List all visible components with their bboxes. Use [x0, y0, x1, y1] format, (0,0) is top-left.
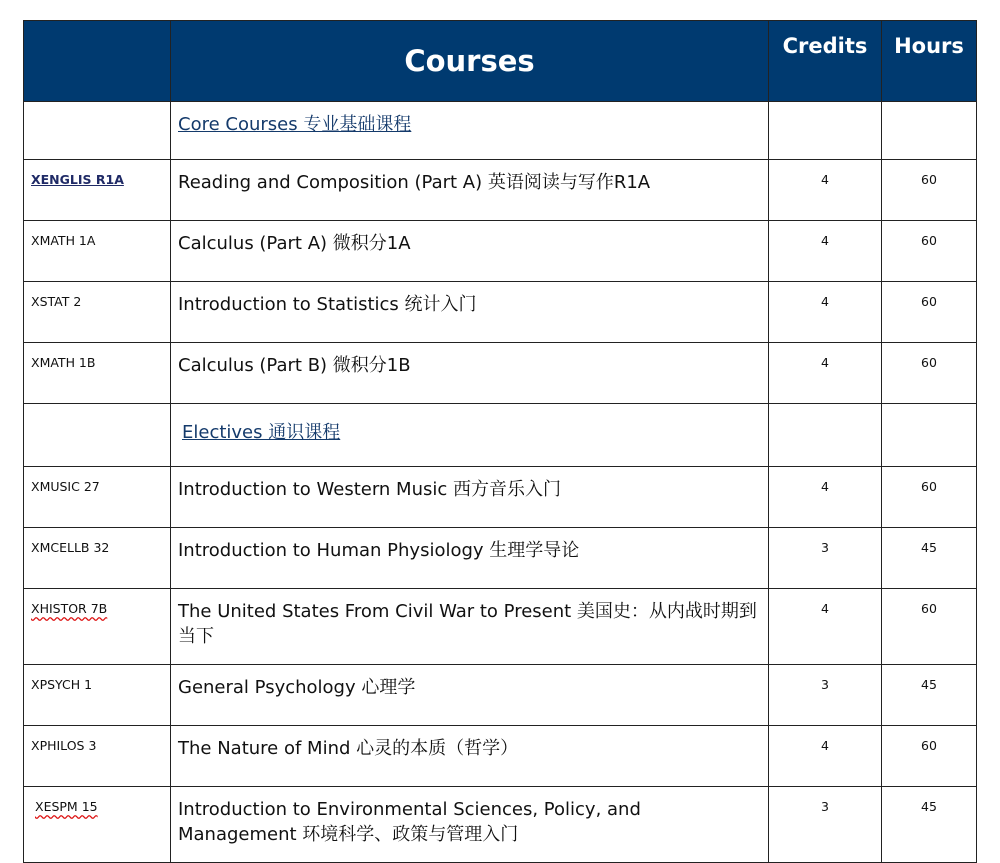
section-core-label: Core Courses 专业基础课程 — [178, 114, 412, 135]
section-blank-cell — [24, 404, 171, 467]
course-name: The United States From Civil War to Present 美国史：从内战时期到当下 — [171, 589, 769, 665]
header-blank-cell — [24, 21, 171, 102]
course-hours: 60 — [882, 221, 977, 282]
section-blank-cell — [882, 102, 977, 160]
course-name: Introduction to Western Music 西方音乐入门 — [171, 467, 769, 528]
course-name: Introduction to Human Physiology 生理学导论 — [171, 528, 769, 589]
course-code: XPSYCH 1 — [24, 665, 171, 726]
section-title-core — [171, 102, 769, 160]
section-blank-cell — [769, 102, 882, 160]
section-row-core — [24, 102, 977, 160]
course-code: XENGLIS R1A — [24, 160, 171, 221]
course-credits: 4 — [769, 467, 882, 528]
course-credits: 3 — [769, 528, 882, 589]
section-blank-cell — [769, 404, 882, 467]
table-row — [24, 343, 977, 404]
section-blank-cell — [882, 404, 977, 467]
table-row — [24, 665, 977, 726]
header-hours: Hours — [882, 21, 977, 102]
table-row — [24, 160, 977, 221]
course-name: Calculus (Part B) 微积分1B — [171, 343, 769, 404]
course-credits: 4 — [769, 282, 882, 343]
table-row — [24, 787, 977, 863]
course-hours: 60 — [882, 589, 977, 665]
course-credits: 4 — [769, 221, 882, 282]
course-code: XESPM 15 — [24, 787, 171, 863]
course-credits: 4 — [769, 589, 882, 665]
table-row — [24, 282, 977, 343]
course-code: XPHILOS 3 — [24, 726, 171, 787]
course-name: Reading and Composition (Part A) 英语阅读与写作R1A — [171, 160, 769, 221]
table-row — [24, 467, 977, 528]
course-hours: 60 — [882, 343, 977, 404]
table-row — [24, 221, 977, 282]
course-code: XHISTOR 7B — [24, 589, 171, 665]
header-courses: Courses — [171, 21, 769, 102]
section-blank-cell — [24, 102, 171, 160]
courses-table — [23, 20, 977, 863]
header-credits: Credits — [769, 21, 882, 102]
course-credits: 4 — [769, 343, 882, 404]
section-row-electives — [24, 404, 977, 467]
table-row — [24, 726, 977, 787]
course-name: Introduction to Statistics 统计入门 — [171, 282, 769, 343]
table-row — [24, 589, 977, 665]
course-credits: 4 — [769, 726, 882, 787]
course-hours: 60 — [882, 467, 977, 528]
course-name: Introduction to Environmental Sciences, Policy, and Management 环境科学、政策与管理入门 — [171, 787, 769, 863]
section-electives-label: Electives 通识课程 — [182, 422, 341, 443]
course-hours: 60 — [882, 726, 977, 787]
course-code: XMATH 1B — [24, 343, 171, 404]
course-code: XMUSIC 27 — [24, 467, 171, 528]
course-name: General Psychology 心理学 — [171, 665, 769, 726]
course-name: Calculus (Part A) 微积分1A — [171, 221, 769, 282]
table-row — [24, 528, 977, 589]
course-code: XMCELLB 32 — [24, 528, 171, 589]
course-hours: 45 — [882, 528, 977, 589]
course-name: The Nature of Mind 心灵的本质（哲学） — [171, 726, 769, 787]
header-row — [24, 21, 977, 102]
course-code: XSTAT 2 — [24, 282, 171, 343]
course-hours: 45 — [882, 665, 977, 726]
course-credits: 3 — [769, 665, 882, 726]
course-code: XMATH 1A — [24, 221, 171, 282]
course-hours: 60 — [882, 160, 977, 221]
course-hours: 45 — [882, 787, 977, 863]
course-credits: 4 — [769, 160, 882, 221]
section-title-electives — [171, 404, 769, 467]
course-hours: 60 — [882, 282, 977, 343]
course-credits: 3 — [769, 787, 882, 863]
